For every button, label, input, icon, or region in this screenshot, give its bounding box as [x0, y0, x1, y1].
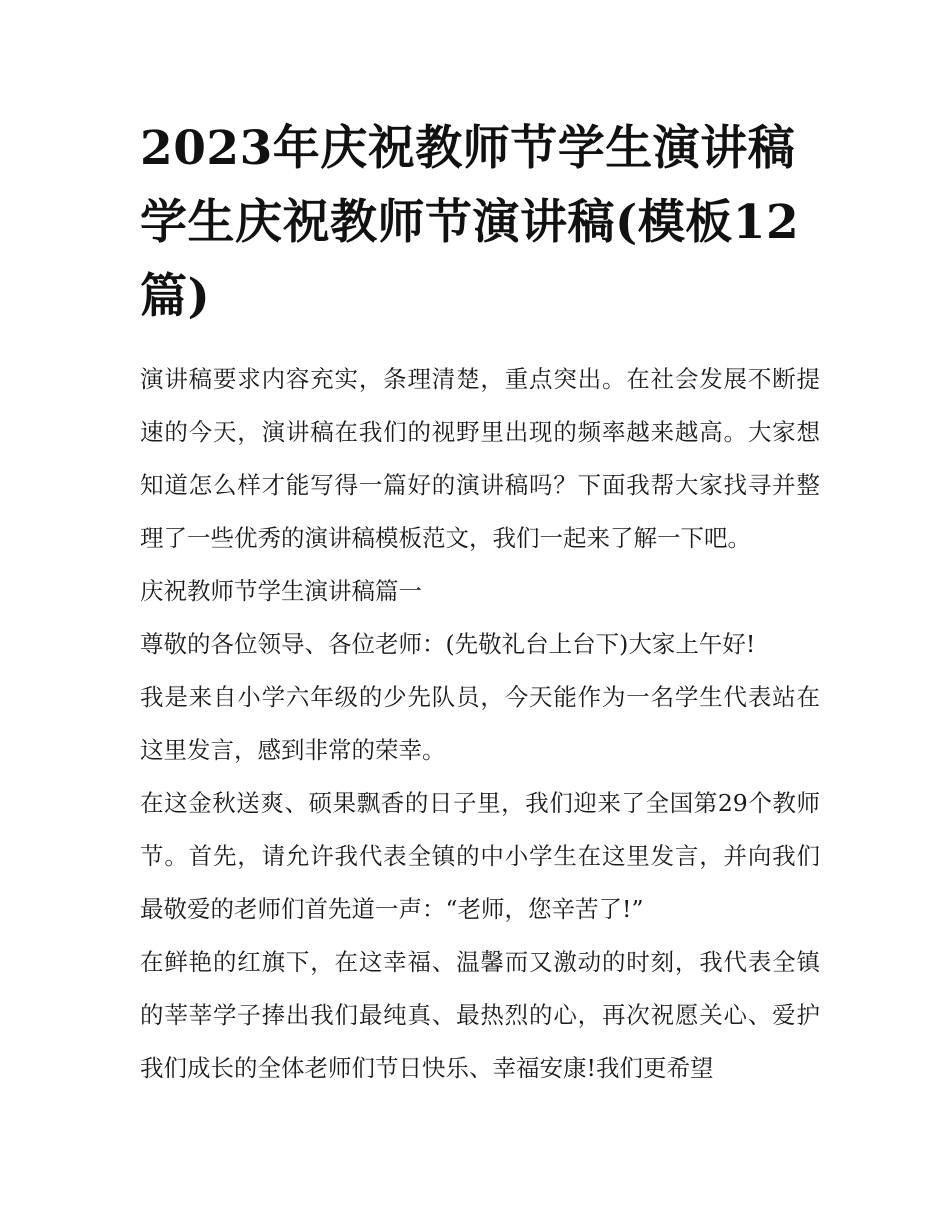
section-heading: 庆祝教师节学生演讲稿篇一	[140, 577, 422, 605]
intro-paragraph: 演讲稿要求内容充实，条理清楚，重点突出。在社会发展不断提速的今天，演讲稿在我们的视野里出现的频率越来越高。大家想知道怎么样才能写得一篇好的演讲稿吗？下面我帮大家找寻并整理了一些优秀的演讲稿模板范文，我们一起来了解一下吧。	[140, 365, 820, 552]
body-paragraph: 在鲜艳的红旗下，在这幸福、温馨而又激动的时刻，我代表全镇的莘莘学子捧出我们最纯真、最热烈的心，再次祝愿关心、爱护我们成长的全体老师们节日快乐、幸福安康!我们更希望	[140, 948, 820, 1082]
document-body	[140, 353, 820, 1095]
salutation-paragraph: 尊敬的各位领导、各位老师：(先敬礼台上台下)大家上午好!	[140, 630, 756, 658]
body-paragraph: 我是来自小学六年级的少先队员，今天能作为一名学生代表站在这里发言，感到非常的荣幸。	[140, 683, 820, 764]
document-title: 2023年庆祝教师节学生演讲稿 学生庆祝教师节演讲稿(模板12篇)	[140, 121, 800, 324]
body-paragraph: 在这金秋送爽、硕果飘香的日子里，我们迎来了全国第29个教师节。首先，请允许我代表全镇的中小学生在这里发言，并向我们最敬爱的老师们首先道一声：“老师，您辛苦了!”	[140, 789, 820, 923]
